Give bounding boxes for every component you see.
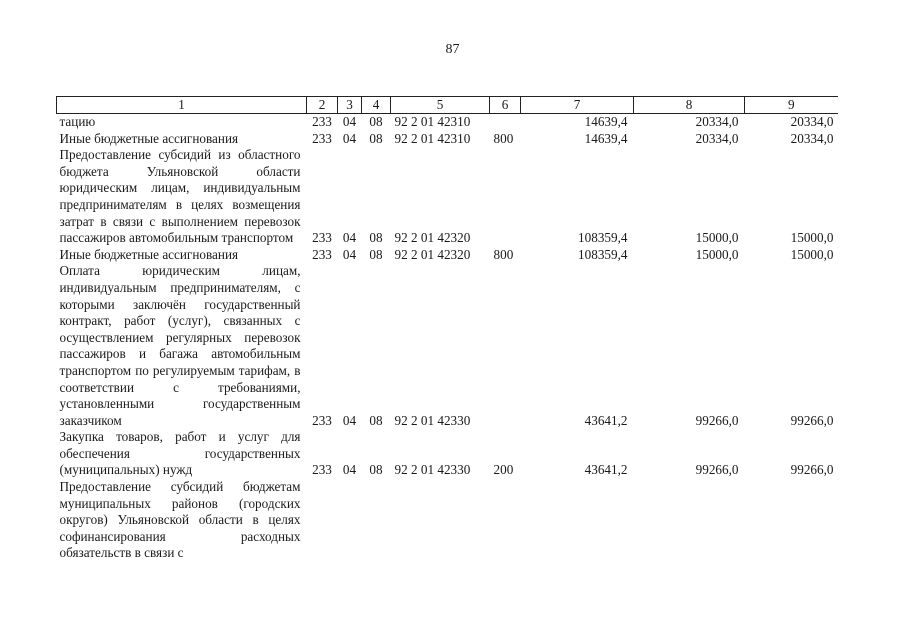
cell-target-article: 92 2 01 42310 [394,114,471,129]
cell-section: 04 [342,114,357,129]
cell-amount-col9: 99266,0 [790,412,834,428]
cell-amount-col8: 20334,0 [695,114,739,129]
cell-expense-type [490,263,521,429]
header-col-5: 5 [391,97,490,114]
cell-target-article: 92 2 01 42330 [394,412,471,428]
header-col-7: 7 [521,97,634,114]
cell-amount-col8 [634,479,745,562]
cell-target-article: 92 2 01 42330 [394,462,471,478]
header-col-2: 2 [307,97,338,114]
page-number: 87 [445,42,460,57]
budget-table [56,96,838,562]
cell-amount-col7: 108359,4 [578,230,628,246]
cell-amount-col8: 99266,0 [695,462,739,478]
row-description: Иные бюджетные ассигнования [59,246,239,262]
header-col-3: 3 [338,97,362,114]
header-row [57,97,838,114]
cell-subsection: 08 [369,230,383,246]
cell-target-article: 92 2 01 42320 [394,230,471,246]
cell-expense-type: 800 [493,246,514,262]
table-row [57,479,838,562]
header-col-8: 8 [634,97,745,114]
cell-subsection: 08 [369,130,383,146]
cell-target-article [391,479,490,562]
table-body [57,114,838,563]
cell-amount-col9: 20334,0 [790,130,834,146]
cell-amount-col7: 14639,4 [584,130,628,146]
table-row [57,429,838,479]
cell-section: 04 [342,130,357,146]
table-row [57,247,838,264]
cell-amount-col9: 15000,0 [790,246,834,262]
row-description: Предоставление субсидий из областного бюджета Ульяновской области юридическим лицам, индивидуальным предпринимателям в целях возмещения затрат в связи с выполнением перевозок пассажиров автомобильным транспортом [59,147,301,246]
cell-expense-type: 800 [493,130,514,146]
cell-subsection [362,479,391,562]
row-description: Оплата юридическим лицам, индивидуальным предпринимателям, с которыми заключён государственный контракт, работ (услуг), связанных с осуществлением регулярных перевозок пассажиров и багажа автомобильным транспортом по регулируемым тарифам, в соответствии с требованиями, установленными государственным заказчиком [59,263,301,428]
cell-section: 04 [342,230,357,246]
cell-amount-col7: 14639,4 [584,114,628,129]
cell-expense-type [490,479,521,562]
cell-section: 04 [342,246,357,262]
cell-subsection: 08 [369,114,383,129]
row-description: тацию [59,114,96,129]
cell-subsection: 08 [369,412,383,428]
cell-section [338,479,362,562]
cell-admin-code: 233 [312,462,332,478]
row-description: Иные бюджетные ассигнования [59,130,239,146]
cell-section: 04 [342,462,357,478]
cell-amount-col9: 20334,0 [790,114,834,129]
cell-amount-col7 [521,479,634,562]
cell-target-article: 92 2 01 42320 [394,246,471,262]
table-row [57,131,838,148]
table-row [57,147,838,247]
header-col-9: 9 [745,97,838,114]
cell-amount-col9: 15000,0 [790,230,834,246]
cell-amount-col8: 15000,0 [695,246,739,262]
cell-target-article: 92 2 01 42310 [394,130,471,146]
cell-subsection: 08 [369,246,383,262]
row-description: Закупка товаров, работ и услуг для обеспечения государственных (муниципальных) нужд [59,429,301,478]
cell-amount-col8: 15000,0 [695,230,739,246]
cell-expense-type [490,114,521,131]
header-col-6: 6 [490,97,521,114]
cell-amount-col9: 99266,0 [790,462,834,478]
table-row [57,263,838,429]
cell-amount-col7: 108359,4 [578,246,628,262]
cell-amount-col7: 43641,2 [584,462,628,478]
table-header [57,97,838,114]
cell-amount-col9 [745,479,838,562]
cell-amount-col8: 20334,0 [695,130,739,146]
cell-admin-code: 233 [312,130,332,146]
cell-amount-col7: 43641,2 [584,412,628,428]
cell-admin-code: 233 [312,114,332,129]
cell-expense-type: 200 [493,462,514,478]
cell-subsection: 08 [369,462,383,478]
header-col-4: 4 [362,97,391,114]
header-col-1: 1 [57,97,307,114]
cell-expense-type [490,147,521,247]
cell-section: 04 [342,412,357,428]
cell-amount-col8: 99266,0 [695,412,739,428]
cell-admin-code: 233 [312,230,332,246]
cell-admin-code: 233 [312,412,332,428]
cell-admin-code: 233 [312,246,332,262]
cell-admin-code [307,479,338,562]
table-row [57,114,838,131]
row-description: Предоставление субсидий бюджетам муниципальных районов (городских округов) Ульяновской области в целях софинансирования расходных обязательств в связи с [59,479,301,561]
